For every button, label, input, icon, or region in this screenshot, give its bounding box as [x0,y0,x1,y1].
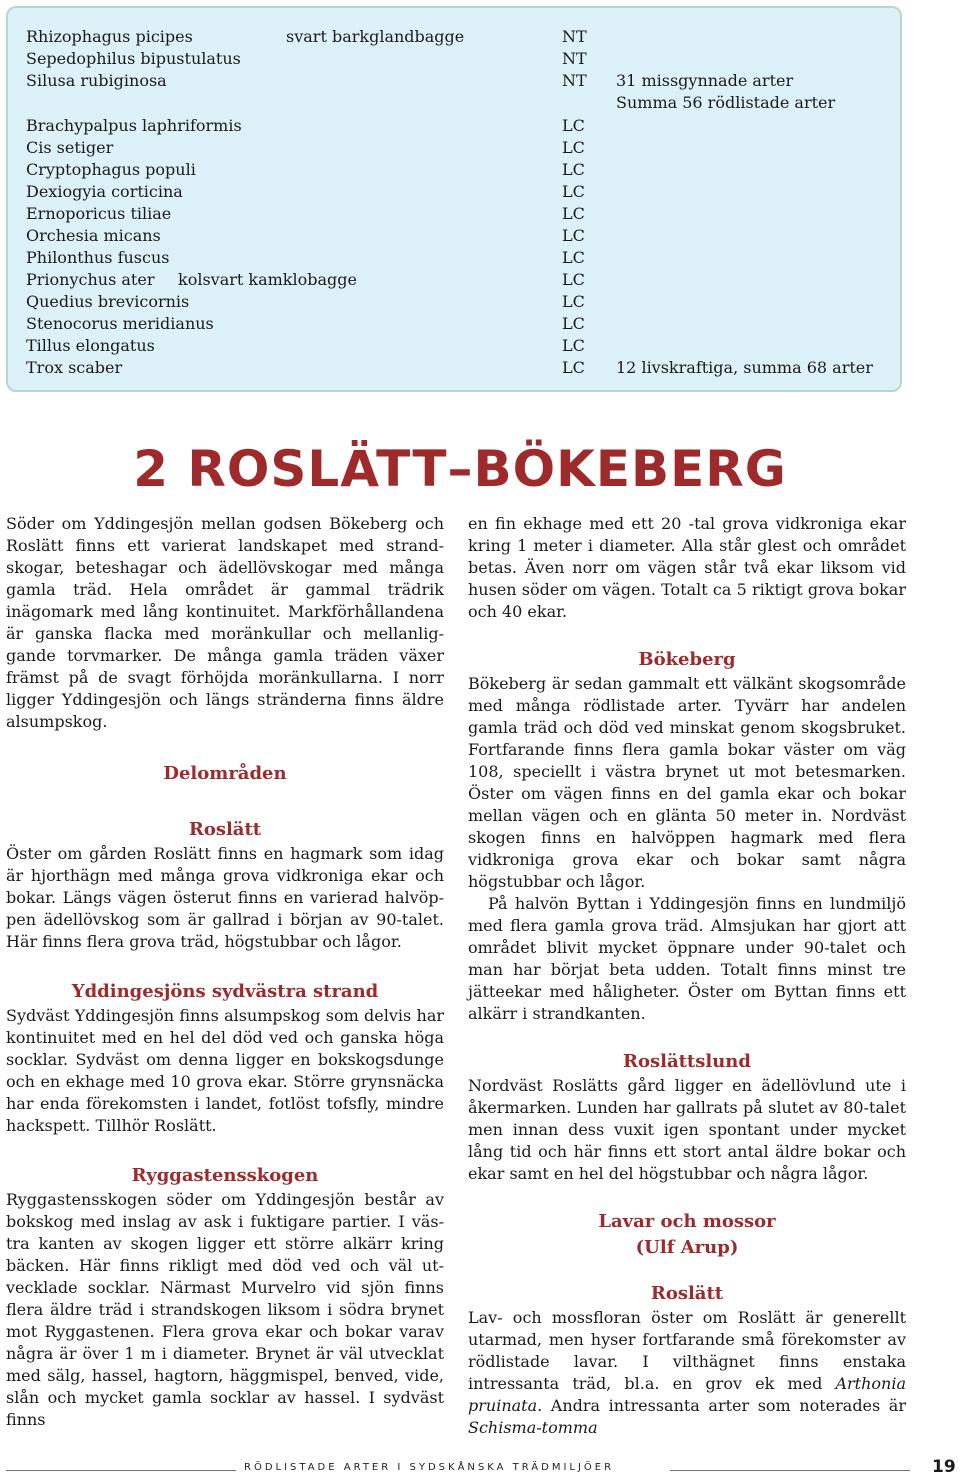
redlist-status: LC [562,314,585,333]
summary-note: 12 livskraftiga, summa 68 arter [616,358,873,377]
redlist-status: LC [562,182,585,201]
intro-paragraph: Söder om Yddingesjön mellan godsen Bökeberg och Roslätt finns ett varierat landskapet med strandskogar, beteshagar och ädellövskogar med många gamla träd. Hela området är gammal trädrik inägomark med lång kontinuitet. Markförhållandena är ganska flacka med moränkullar och mellanliggande torvmarker. De många gamla träden växer främst på de svagt förhöjda moränkullarna. I norr ligger Yddingesjön och längs stränderna finns äldre alsumpskog. [6,514,444,731]
roslatt-paragraph: Öster om gården Roslätt finns en hagmark som idag är hjorthägn med många grova vidkroniga ekar och bokar. Längs vägen österut finns en varierad halvöppen ädellövskog som är gallrad i början av 90-talet. Här finns flera grova träd, högstubbar och lågor. [6,844,444,951]
lavar-text-b: . Andra intressanta arter som noterades är [537,1396,906,1415]
redlist-status: LC [562,358,585,377]
continued-paragraph: en fin ekhage med ett 20 -tal grova vidkroniga ekar kring 1 meter i diameter. Alla står glest och området betas. Även norr om vägen står två ekar liksom vid husen söder om vägen. Totalt ca 5 riktigt grova bokar och 40 ekar. [468,514,906,621]
redlist-status: LC [562,204,585,223]
species-latin-name: Trox scaber [26,358,123,377]
species-latin-name: Cryptophagus populi [26,160,196,179]
delomraden-heading: Delområden [163,763,287,784]
redlist-status: LC [562,270,585,289]
species-latin-name: Cis setiger [26,138,114,157]
species-latin-name: Ernoporicus tiliae [26,204,172,223]
section-title: 2 ROSLÄTT–BÖKEBERG [133,440,787,498]
species-latin-name: Philonthus fuscus [26,248,170,267]
lavar-subheading: (Ulf Arup) [635,1237,739,1258]
lavar-roslatt-heading: Roslätt [650,1283,724,1304]
redlist-status: NT [562,27,587,46]
redlist-status: LC [562,336,585,355]
species-latin-name: Dexiogyia corticina [26,182,183,201]
lavar-heading: Lavar och mossor [598,1211,776,1232]
page-number: 19 [932,1457,956,1477]
roslattslund-paragraph: Nordväst Roslätts gård ligger en ädellövlund ute i åkermarken. Lunden har gallrats på slutet av 80-talet men innan dess vuxit igen spontant under mycket lång tid och här finns ett stort antal äldre bokar och ekar samt en hel del högstubbar och några lågor. [468,1076,906,1183]
species-latin-name: Sepedophilus bipustulatus [26,49,241,68]
species-name-arthonia: Arthonia pruinata [468,1374,906,1415]
yddinge-paragraph: Sydväst Yddingesjön finns alsumpskog som delvis har kontinuitet med en hel del död ved och ganska höga socklar. Sydväst om denna ligger en bokskogsdunge och en ekhage med 10 grova ekar. Större grynsnäcka har enda förekomsten i landet, fotlöst tofsfly, mindre hackspett. Tillhör Roslätt. [6,1006,444,1135]
redlist-status: NT [562,49,587,68]
redlist-status: LC [562,138,585,157]
redlist-status: NT [562,71,587,90]
species-latin-name: Prionychus ater [26,270,155,289]
species-latin-name: Tillus elongatus [26,336,155,355]
roslatt-heading: Roslätt [188,819,262,840]
left-column [6,513,444,1431]
species-latin-name: Brachypalpus laphriformis [26,116,242,135]
redlist-status: LC [562,116,585,135]
species-latin-name: Quedius brevicornis [26,292,190,311]
species-latin-name: Rhizophagus picipes [26,27,193,46]
footer-rule-left [6,1470,236,1471]
ryggasten-heading: Ryggastensskogen [131,1165,319,1186]
redlist-status: LC [562,292,585,311]
ryggasten-paragraph: Ryggastensskogen söder om Yddingesjön består av bokskog med inslag av ask i fuktigare partier. I västra kanten av skogen ligger ett större alkärr kring bäcken. Här finns rikligt med död ved och väl utvecklade socklar. Närmast Murvelro vid sjön finns flera äldre träd i strandskogen liksom i södra brynet mot Ryggastenen. Flera grova ekar och bokar varav några är över 1 m i diameter. Brynet är väl utvecklat med sälg, hassel, hagtorn, häggmispel, benved, vide, slån och mycket gamla socklar av hassel. I sydväst finns [6,1190,444,1429]
running-footer: RÖDLISTADE ARTER I SYDSKÅNSKA TRÄDMILJÖER [240,1462,618,1473]
species-latin-name: Stenocorus meridianus [26,314,214,333]
right-column [468,513,906,1439]
yddinge-heading: Yddingesjöns sydvästra strand [71,981,379,1002]
redlist-status: LC [562,248,585,267]
sum-note: Summa 56 rödlistade arter [616,93,836,112]
bokeberg-heading: Bökeberg [638,649,736,670]
footer-rule-right [670,1470,910,1471]
redlist-status: LC [562,160,585,179]
lavar-text-a: Lav- och mossfloran öster om Roslätt är generellt utarmad, men hyser fortfarande små förekomster av rödlistade lavar. I vilthägnet finns enstaka intressanta träd, bl.a. en grov ek med [468,1308,906,1393]
species-latin-name: Orchesia micans [26,226,161,245]
species-swedish-name: svart barkglandbagge [286,27,465,46]
species-name-schisma: Schisma-tomma [468,1418,598,1437]
species-latin-name: Silusa rubiginosa [26,71,167,90]
species-swedish-name: kolsvart kamklobagge [178,270,357,289]
redlist-status: LC [562,226,585,245]
summary-note: 31 missgynnade arter [616,71,794,90]
roslattslund-heading: Roslättslund [623,1051,751,1072]
bokeberg-paragraph-2: På halvön Byttan i Yddingesjön finns en lundmiljö med flera gamla grova träd. Almsjukan har gjort att området blivit mycket öppnare under 90-talet och man har börjat beta udden. Totalt finns minst tre jätteekar med håligheter. Öster om Byttan finns ett alkärr i strandkanten. [468,894,906,1023]
lavar-paragraph [468,1307,906,1439]
bokeberg-paragraph: Bökeberg är sedan gammalt ett välkänt skogsområde med många rödlistade arter. Tyvärr har andelen gamla träd och död ved minskat genom skogsbruket. Fortfarande finns flera gamla bokar väster om väg 108, speciellt i västra brynet ut mot betesmarken. Öster om vägen finns en del gamla ekar och bokar mellan vägen och en glänta 50 meter in. Nordväst skogen finns en halvöppen hagmark med flera vidkroniga grova ekar och bokar samt några högstubbar och lågor. [468,674,906,891]
